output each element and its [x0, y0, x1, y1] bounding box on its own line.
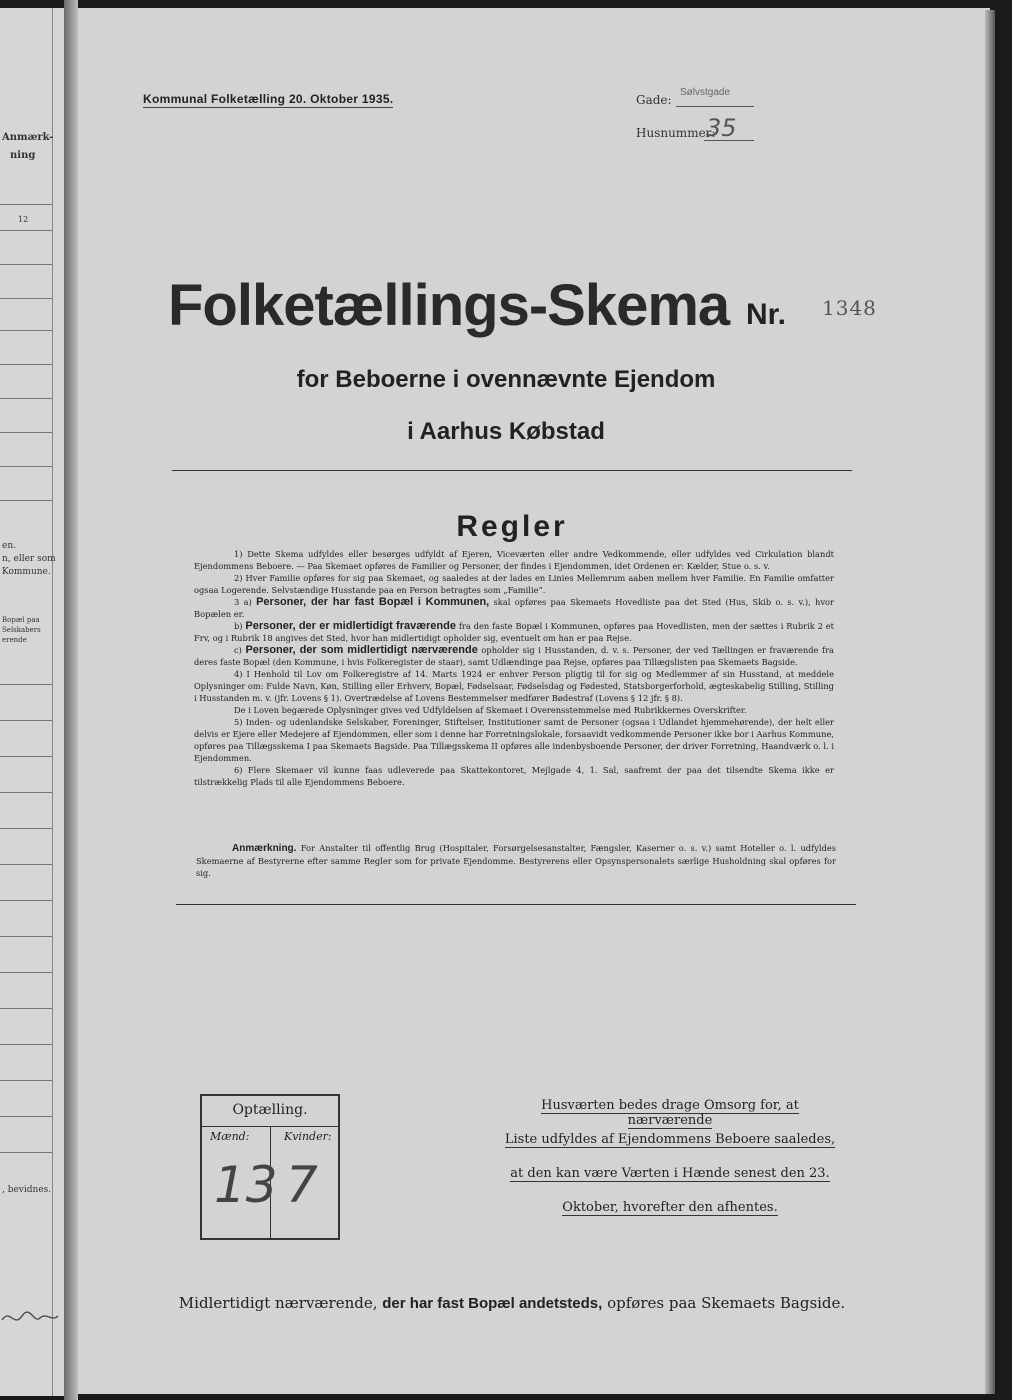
left-page-rule [0, 900, 52, 901]
rule-3a: 3 a) Personer, der har fast Bopæl i Kommunen, skal opføres paa Skemaets Hovedliste paa det Sted (Hus, Skib o. s. v.), hvor Bopælen er. [194, 596, 835, 619]
notice-line-1: Husværten bedes drage Omsorg for, at nærværende [541, 1098, 799, 1128]
left-page-rule [0, 720, 52, 721]
rule-5: 5) Inden- og udenlandske Selskaber, Foreninger, Stiftelser, Institutioner samt de Personer (ogsaa i Udlandet hjemmehørende), der helt eller delvis er Ejere eller Medejere af Ejendommen, eller som i denne har Forretningslokale, forsaavidt vedkommende Personer ikke bor i Aarhus Kommune, opføres paa Tillægsskema I paa Skemaets Bagside. Paa Tillægsskema II opføres alle indenbysboende Personer, der driver Forretning, Haandværk o. l. i Ejendommen. [194, 717, 834, 763]
street-underline [676, 106, 754, 107]
left-page-rule [0, 1008, 52, 1009]
left-page-rule [0, 792, 52, 793]
left-page-rule [0, 684, 52, 685]
form-number-value: 1348 [822, 296, 877, 320]
women-count: 7 [286, 1156, 318, 1214]
book-gutter [64, 0, 78, 1400]
left-page-rule [0, 364, 52, 365]
left-page-text: en. [2, 541, 16, 551]
remark-label: Anmærkning. [232, 843, 297, 854]
form-number-label: Nr. [746, 298, 787, 331]
left-page-text: ning [10, 150, 36, 161]
census-title: Kommunal Folketælling 20. Oktober 1935. [143, 92, 394, 106]
left-page-divider [52, 8, 53, 1396]
form-subtitle-city: i Aarhus Købstad [407, 418, 605, 445]
rule-4: 4) I Henhold til Lov om Folkeregistre af 14. Marts 1924 er enhver Person pligtig til for sig og Medlemmer af sin Husstand, at meddele Oplysninger om: Fulde Navn, Køn, Stilling eller Erhverv, Bopæl, Fødselsaar, Fødselsdag og Fødested, Statsborgerforhold, ægteskabelig Stilling, Stilling i Husstanden m. v. (jfr. Lovens § 1). Overtrædelse af Lovens Bestemmelser medfører Bødestraf (Lovens § 12 jfr. § 8). [194, 669, 834, 703]
left-page-rule [0, 204, 52, 205]
remark-text: Anmærkning. For Anstalter til offentlig Brug (Hospitaler, Forsørgelsesanstalter, Fængsler, Kaserner o. s. v.) samt Hoteller o. l. udfyldes Skemaerne af Bestyrerne efter samme Regler som for private Ejendomme. Bestyrerens eller Opsynspersonalets særlige Husholdning skal opføres for sig. [196, 843, 836, 878]
notice-line-4: Oktober, hvorefter den afhentes. [562, 1200, 778, 1215]
rule-6: 6) Flere Skemaer vil kunne faas udleverede paa Skattekontoret, Mejlgade 4, 1. Sal, saafremt der paa det tilsendte Skema ikke er tilstrækkelig Plads til alle Ejendommens Beboere. [194, 765, 834, 787]
title-divider [172, 470, 852, 471]
left-page-rule [0, 398, 52, 399]
left-page-text: Selskabers [2, 626, 41, 634]
left-page-rule [0, 756, 52, 757]
left-page-text: , bevidnes. [2, 1185, 52, 1195]
left-page-rule [0, 972, 52, 973]
rule-3b: b) Personer, der er midlertidigt fraværende fra den faste Bopæl i Kommunen, opføres paa Hovedlisten, men der sættes i Rubrik 2 et Frv, og i Rubrik 18 angives det Sted, hvor han midlertidigt opholder sig, eventuelt om han er paa Rejse. [194, 620, 835, 643]
women-label: Kvinder: [284, 1130, 332, 1143]
left-page-text: 12 [18, 215, 29, 224]
left-page-rule [0, 936, 52, 937]
house-number-label: Husnummer: [636, 126, 716, 140]
rule-4-note: De i Loven begærede Oplysninger gives ved Udfyldelsen af Skemaet i Overensstemmelse med Rubrikkernes Overskrifter. [234, 705, 747, 715]
remark-divider [176, 904, 856, 905]
rule-3c: c) Personer, der som midlertidigt nærværende opholder sig i Husstanden, d. v. s. Personer, der ved Tællingen er fraværende fra deres faste Bopæl (den Kommune, i hvis Folkeregister de staar), samt Udlændinge paa Rejse, opføres paa Tillægslisten paa Skemaets Bagside. [194, 644, 834, 667]
house-number-value: 35 [706, 114, 737, 142]
left-page-rule [0, 864, 52, 865]
street-label: Gade: [636, 93, 672, 107]
street-value: Sølvstgade [680, 87, 731, 98]
left-page-rule [0, 1080, 52, 1081]
men-label: Mænd: [210, 1130, 250, 1143]
left-page-rule [0, 330, 52, 331]
left-page-text: Anmærk- [2, 132, 54, 143]
left-page-text: erende [2, 636, 27, 644]
left-page-text: Kommune. [2, 567, 51, 577]
left-page-rule [0, 1116, 52, 1117]
left-page-rule [0, 500, 52, 501]
left-page-rule [0, 264, 52, 265]
left-page-text: Bopæl paa [2, 616, 40, 624]
rules-heading: Regler [456, 510, 568, 543]
men-count: 13 [214, 1156, 278, 1214]
left-page-rule [0, 1044, 52, 1045]
form-title: Folketællings-Skema [168, 273, 730, 338]
form-subtitle: for Beboerne i ovennævnte Ejendom [296, 366, 716, 393]
rules-text [194, 548, 834, 788]
left-page-rule [0, 1152, 52, 1153]
rule-2: 2) Hver Familie opføres for sig paa Skemaet, og saaledes at der lades en Linies Mellemrum aaben mellem hver Familie. En Familie omfatter ogsaa Logerende. Selvstændige Husstande paa en Person betragtes som „Familie“. [194, 573, 834, 595]
notice-line-3: at den kan være Værten i Hænde senest den 23. [510, 1166, 830, 1181]
left-page-rule [0, 298, 52, 299]
footer-note: Midlertidigt nærværende, der har fast Bopæl andetsteds, opføres paa Skemaets Bagside. [178, 1294, 846, 1312]
left-page-rule [0, 466, 52, 467]
left-page-rule [0, 828, 52, 829]
count-box [200, 1094, 340, 1240]
left-facing-page [0, 8, 64, 1396]
notice-line-2: Liste udfyldes af Ejendommens Beboere saaledes, [504, 1132, 836, 1147]
left-page-text: n, eller som [2, 554, 56, 564]
left-page-rule [0, 230, 52, 231]
count-box-title: Optælling. [232, 1102, 308, 1118]
rule-1: 1) Dette Skema udfyldes eller besørges udfyldt af Ejeren, Viceværten eller andre Vedkommende, eller udfyldes ved Cirkulation blandt Ejendommens Beboere. — Paa Skemaet opføres de Familier og Personer, der findes i Ejendommen, idet Ordenen er: Kælder, Stue o. s. v. [194, 549, 834, 571]
page-stack-edge [985, 10, 995, 1394]
